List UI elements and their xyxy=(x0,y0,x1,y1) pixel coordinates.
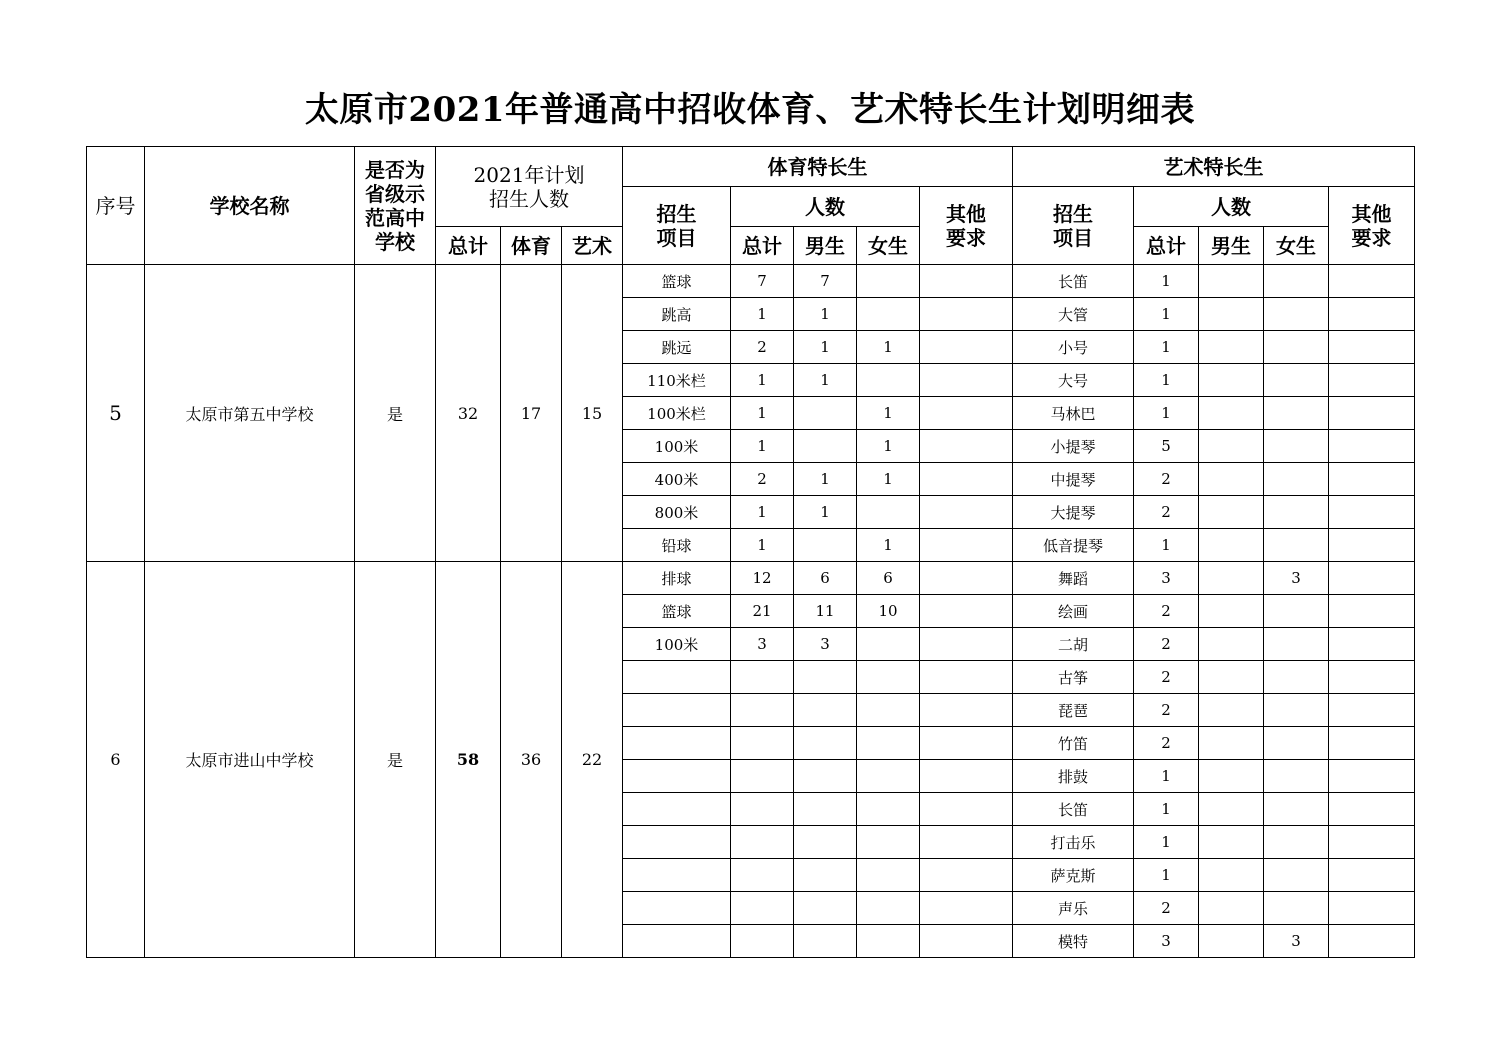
sports-item-cell: 110米栏 xyxy=(623,364,731,397)
sports-item-cell: 跳高 xyxy=(623,298,731,331)
table-body xyxy=(87,147,1415,958)
sports-male-cell: 11 xyxy=(794,595,857,628)
sports-total-cell: 1 xyxy=(731,397,794,430)
header-arts-group: 艺术特长生 xyxy=(1013,147,1415,187)
sports-male-cell xyxy=(794,859,857,892)
sports-other-cell xyxy=(920,463,1013,496)
arts-other-cell xyxy=(1329,925,1415,958)
arts-other-cell xyxy=(1329,529,1415,562)
sports-total-cell xyxy=(731,826,794,859)
sports-female-cell xyxy=(857,628,920,661)
sports-other-cell xyxy=(920,298,1013,331)
arts-other-cell xyxy=(1329,496,1415,529)
arts-male-cell xyxy=(1199,892,1264,925)
arts-total-cell: 2 xyxy=(1134,628,1199,661)
sports-total-cell: 1 xyxy=(731,496,794,529)
arts-total-cell: 1 xyxy=(1134,397,1199,430)
header-plan-sports: 体育 xyxy=(501,227,562,265)
sports-total-cell xyxy=(731,694,794,727)
arts-female-cell xyxy=(1264,661,1329,694)
sports-female-cell xyxy=(857,496,920,529)
sports-male-cell xyxy=(794,529,857,562)
sports-total-cell xyxy=(731,727,794,760)
arts-female-cell: 3 xyxy=(1264,925,1329,958)
arts-total-cell: 5 xyxy=(1134,430,1199,463)
arts-male-cell xyxy=(1199,496,1264,529)
header-seq: 序号 xyxy=(87,147,145,265)
header-sports-female: 女生 xyxy=(857,227,920,265)
arts-other-cell xyxy=(1329,463,1415,496)
arts-item-cell: 长笛 xyxy=(1013,793,1134,826)
header-plan-arts: 艺术 xyxy=(562,227,623,265)
sports-female-cell: 6 xyxy=(857,562,920,595)
arts-item-cell: 中提琴 xyxy=(1013,463,1134,496)
arts-other-cell xyxy=(1329,562,1415,595)
sports-item-cell xyxy=(623,793,731,826)
school-name: 太原市进山中学校 xyxy=(145,562,355,958)
arts-item-cell: 长笛 xyxy=(1013,265,1134,298)
school-model: 是 xyxy=(355,265,436,562)
sports-total-cell xyxy=(731,661,794,694)
arts-total-cell: 2 xyxy=(1134,661,1199,694)
header-arts-item: 招生项目 xyxy=(1013,187,1134,265)
sports-total-cell xyxy=(731,859,794,892)
sports-other-cell xyxy=(920,628,1013,661)
arts-total-cell: 2 xyxy=(1134,496,1199,529)
sports-female-cell xyxy=(857,826,920,859)
arts-other-cell xyxy=(1329,859,1415,892)
sports-other-cell xyxy=(920,892,1013,925)
sports-male-cell xyxy=(794,727,857,760)
arts-total-cell: 2 xyxy=(1134,694,1199,727)
header-sports-item: 招生项目 xyxy=(623,187,731,265)
header-arts-male: 男生 xyxy=(1199,227,1264,265)
header-plan-total: 总计 xyxy=(436,227,501,265)
arts-male-cell xyxy=(1199,859,1264,892)
sports-other-cell xyxy=(920,595,1013,628)
sports-item-cell xyxy=(623,760,731,793)
arts-male-cell xyxy=(1199,826,1264,859)
arts-item-cell: 低音提琴 xyxy=(1013,529,1134,562)
sports-female-cell xyxy=(857,925,920,958)
arts-female-cell xyxy=(1264,793,1329,826)
sports-item-cell xyxy=(623,892,731,925)
header-sports-count: 人数 xyxy=(731,187,920,227)
sports-female-cell xyxy=(857,694,920,727)
arts-total-cell: 1 xyxy=(1134,859,1199,892)
arts-other-cell xyxy=(1329,430,1415,463)
arts-female-cell: 3 xyxy=(1264,562,1329,595)
sports-other-cell xyxy=(920,925,1013,958)
sports-total-cell: 1 xyxy=(731,529,794,562)
arts-male-cell xyxy=(1199,661,1264,694)
sports-other-cell xyxy=(920,364,1013,397)
page-title: 太原市2021年普通高中招收体育、艺术特长生计划明细表 xyxy=(304,90,1196,130)
sports-female-cell xyxy=(857,793,920,826)
arts-male-cell xyxy=(1199,760,1264,793)
sports-male-cell xyxy=(794,793,857,826)
arts-male-cell xyxy=(1199,793,1264,826)
sports-total-cell: 1 xyxy=(731,298,794,331)
sports-other-cell xyxy=(920,430,1013,463)
arts-female-cell xyxy=(1264,727,1329,760)
sports-item-cell xyxy=(623,661,731,694)
arts-other-cell xyxy=(1329,661,1415,694)
arts-other-cell xyxy=(1329,694,1415,727)
header-arts-count: 人数 xyxy=(1134,187,1329,227)
header-model: 是否为省级示范高中学校 xyxy=(355,147,436,265)
arts-other-cell xyxy=(1329,595,1415,628)
arts-total-cell: 3 xyxy=(1134,562,1199,595)
sports-female-cell: 1 xyxy=(857,397,920,430)
school-model: 是 xyxy=(355,562,436,958)
arts-total-cell: 1 xyxy=(1134,298,1199,331)
sports-male-cell: 1 xyxy=(794,331,857,364)
sports-total-cell: 21 xyxy=(731,595,794,628)
sports-female-cell: 1 xyxy=(857,430,920,463)
arts-item-cell: 打击乐 xyxy=(1013,826,1134,859)
sports-item-cell xyxy=(623,859,731,892)
sports-item-cell: 100米 xyxy=(623,628,731,661)
sports-female-cell xyxy=(857,892,920,925)
arts-item-cell: 绘画 xyxy=(1013,595,1134,628)
sports-total-cell xyxy=(731,892,794,925)
sports-male-cell xyxy=(794,397,857,430)
sports-item-cell: 铅球 xyxy=(623,529,731,562)
header-sports-group: 体育特长生 xyxy=(623,147,1013,187)
arts-other-cell xyxy=(1329,628,1415,661)
sports-male-cell: 1 xyxy=(794,496,857,529)
arts-female-cell xyxy=(1264,496,1329,529)
sports-female-cell xyxy=(857,727,920,760)
sports-other-cell xyxy=(920,661,1013,694)
sports-male-cell xyxy=(794,826,857,859)
sports-total-cell: 7 xyxy=(731,265,794,298)
arts-female-cell xyxy=(1264,595,1329,628)
school-plan-arts: 22 xyxy=(562,562,623,958)
sports-other-cell xyxy=(920,397,1013,430)
arts-male-cell xyxy=(1199,529,1264,562)
sports-male-cell xyxy=(794,760,857,793)
arts-female-cell xyxy=(1264,463,1329,496)
header-arts-total: 总计 xyxy=(1134,227,1199,265)
arts-other-cell xyxy=(1329,892,1415,925)
arts-male-cell xyxy=(1199,694,1264,727)
header-arts-other: 其他要求 xyxy=(1329,187,1415,265)
arts-other-cell xyxy=(1329,793,1415,826)
sports-item-cell: 篮球 xyxy=(623,265,731,298)
arts-other-cell xyxy=(1329,727,1415,760)
arts-total-cell: 3 xyxy=(1134,925,1199,958)
arts-item-cell: 大管 xyxy=(1013,298,1134,331)
sports-total-cell: 2 xyxy=(731,331,794,364)
sports-total-cell: 3 xyxy=(731,628,794,661)
arts-male-cell xyxy=(1199,331,1264,364)
sports-male-cell xyxy=(794,892,857,925)
sports-other-cell xyxy=(920,694,1013,727)
arts-item-cell: 声乐 xyxy=(1013,892,1134,925)
sports-total-cell xyxy=(731,760,794,793)
arts-male-cell xyxy=(1199,397,1264,430)
arts-total-cell: 2 xyxy=(1134,595,1199,628)
sports-other-cell xyxy=(920,826,1013,859)
sports-total-cell xyxy=(731,925,794,958)
sports-item-cell: 800米 xyxy=(623,496,731,529)
school-seq: 5 xyxy=(87,265,145,562)
arts-female-cell xyxy=(1264,859,1329,892)
arts-total-cell: 2 xyxy=(1134,727,1199,760)
arts-male-cell xyxy=(1199,463,1264,496)
arts-item-cell: 竹笛 xyxy=(1013,727,1134,760)
sports-male-cell xyxy=(794,694,857,727)
arts-male-cell xyxy=(1199,595,1264,628)
sports-item-cell xyxy=(623,826,731,859)
arts-item-cell: 小号 xyxy=(1013,331,1134,364)
arts-female-cell xyxy=(1264,397,1329,430)
arts-total-cell: 1 xyxy=(1134,331,1199,364)
school-name: 太原市第五中学校 xyxy=(145,265,355,562)
sports-male-cell: 7 xyxy=(794,265,857,298)
arts-total-cell: 2 xyxy=(1134,892,1199,925)
sports-item-cell: 100米 xyxy=(623,430,731,463)
arts-other-cell xyxy=(1329,364,1415,397)
sports-male-cell: 1 xyxy=(794,463,857,496)
sports-other-cell xyxy=(920,265,1013,298)
arts-other-cell xyxy=(1329,331,1415,364)
sports-item-cell xyxy=(623,925,731,958)
arts-item-cell: 萨克斯 xyxy=(1013,859,1134,892)
arts-item-cell: 大号 xyxy=(1013,364,1134,397)
sports-other-cell xyxy=(920,859,1013,892)
plan-table xyxy=(86,146,1415,958)
arts-female-cell xyxy=(1264,892,1329,925)
sports-female-cell: 1 xyxy=(857,529,920,562)
sports-total-cell: 1 xyxy=(731,364,794,397)
arts-female-cell xyxy=(1264,364,1329,397)
arts-total-cell: 1 xyxy=(1134,826,1199,859)
sports-female-cell xyxy=(857,298,920,331)
header-sports-other: 其他要求 xyxy=(920,187,1013,265)
arts-male-cell xyxy=(1199,298,1264,331)
arts-item-cell: 马林巴 xyxy=(1013,397,1134,430)
arts-male-cell xyxy=(1199,562,1264,595)
arts-female-cell xyxy=(1264,628,1329,661)
arts-total-cell: 1 xyxy=(1134,760,1199,793)
arts-other-cell xyxy=(1329,826,1415,859)
table-row xyxy=(87,265,1415,298)
sports-total-cell xyxy=(731,793,794,826)
sports-item-cell: 跳远 xyxy=(623,331,731,364)
arts-item-cell: 大提琴 xyxy=(1013,496,1134,529)
sports-male-cell: 6 xyxy=(794,562,857,595)
arts-item-cell: 琵琶 xyxy=(1013,694,1134,727)
school-plan-arts: 15 xyxy=(562,265,623,562)
sports-total-cell: 1 xyxy=(731,430,794,463)
sports-other-cell xyxy=(920,331,1013,364)
school-plan-total: 58 xyxy=(436,562,501,958)
arts-male-cell xyxy=(1199,628,1264,661)
arts-item-cell: 二胡 xyxy=(1013,628,1134,661)
sports-female-cell xyxy=(857,364,920,397)
sports-male-cell xyxy=(794,430,857,463)
sports-item-cell xyxy=(623,694,731,727)
sports-other-cell xyxy=(920,496,1013,529)
school-plan-sports: 17 xyxy=(501,265,562,562)
arts-female-cell xyxy=(1264,265,1329,298)
sports-male-cell xyxy=(794,661,857,694)
sports-female-cell: 1 xyxy=(857,463,920,496)
sports-item-cell: 100米栏 xyxy=(623,397,731,430)
sports-female-cell xyxy=(857,661,920,694)
arts-other-cell xyxy=(1329,760,1415,793)
header-sports-total: 总计 xyxy=(731,227,794,265)
school-plan-total: 32 xyxy=(436,265,501,562)
arts-male-cell xyxy=(1199,364,1264,397)
sports-female-cell: 10 xyxy=(857,595,920,628)
arts-total-cell: 2 xyxy=(1134,463,1199,496)
arts-female-cell xyxy=(1264,331,1329,364)
arts-female-cell xyxy=(1264,430,1329,463)
sports-other-cell xyxy=(920,793,1013,826)
sports-item-cell: 篮球 xyxy=(623,595,731,628)
arts-item-cell: 排鼓 xyxy=(1013,760,1134,793)
arts-other-cell xyxy=(1329,397,1415,430)
arts-male-cell xyxy=(1199,265,1264,298)
sports-other-cell xyxy=(920,727,1013,760)
sports-total-cell: 2 xyxy=(731,463,794,496)
sports-male-cell xyxy=(794,925,857,958)
arts-female-cell xyxy=(1264,298,1329,331)
table-row xyxy=(87,562,1415,595)
sports-male-cell: 1 xyxy=(794,364,857,397)
arts-male-cell xyxy=(1199,430,1264,463)
arts-other-cell xyxy=(1329,265,1415,298)
arts-total-cell: 1 xyxy=(1134,793,1199,826)
school-seq: 6 xyxy=(87,562,145,958)
sports-female-cell xyxy=(857,859,920,892)
arts-male-cell xyxy=(1199,925,1264,958)
header-arts-female: 女生 xyxy=(1264,227,1329,265)
sports-other-cell xyxy=(920,529,1013,562)
arts-female-cell xyxy=(1264,826,1329,859)
arts-item-cell: 古筝 xyxy=(1013,661,1134,694)
arts-male-cell xyxy=(1199,727,1264,760)
header-plan: 2021年计划招生人数 xyxy=(436,147,623,227)
arts-item-cell: 舞蹈 xyxy=(1013,562,1134,595)
school-plan-sports: 36 xyxy=(501,562,562,958)
arts-total-cell: 1 xyxy=(1134,265,1199,298)
sports-item-cell xyxy=(623,727,731,760)
sports-other-cell xyxy=(920,562,1013,595)
sports-item-cell: 排球 xyxy=(623,562,731,595)
sports-male-cell: 1 xyxy=(794,298,857,331)
arts-other-cell xyxy=(1329,298,1415,331)
sports-female-cell xyxy=(857,760,920,793)
sports-other-cell xyxy=(920,760,1013,793)
arts-item-cell: 小提琴 xyxy=(1013,430,1134,463)
sports-total-cell: 12 xyxy=(731,562,794,595)
sports-female-cell xyxy=(857,265,920,298)
arts-female-cell xyxy=(1264,529,1329,562)
arts-female-cell xyxy=(1264,760,1329,793)
header-sports-male: 男生 xyxy=(794,227,857,265)
header-row-1 xyxy=(87,147,1415,187)
arts-female-cell xyxy=(1264,694,1329,727)
arts-total-cell: 1 xyxy=(1134,529,1199,562)
sports-female-cell: 1 xyxy=(857,331,920,364)
header-school: 学校名称 xyxy=(145,147,355,265)
sports-male-cell: 3 xyxy=(794,628,857,661)
arts-item-cell: 模特 xyxy=(1013,925,1134,958)
arts-total-cell: 1 xyxy=(1134,364,1199,397)
sports-item-cell: 400米 xyxy=(623,463,731,496)
